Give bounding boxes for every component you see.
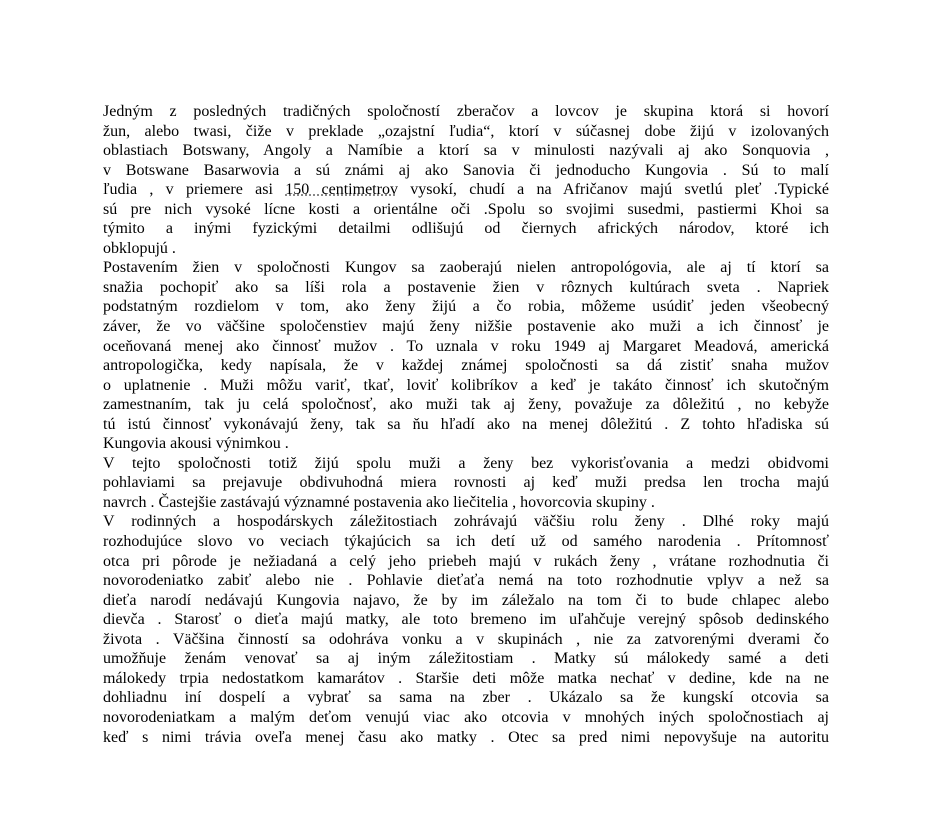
text-segment: ľudia , v priemere asi	[103, 181, 286, 199]
text-line: zamestnaním, tak ju celá spoločnosť, ako muži tak aj ženy, považuje za dôležitú , no kebyže	[103, 396, 829, 414]
text-line: V rodinných a hospodárskych záležitostiach zohrávajú väčšiu rolu ženy . Dlhé roky majú	[103, 513, 829, 531]
text-line: v Botswane Basarwovia a sú známi aj ako Sanovia či jednoducho Kungovia . Sú to malí	[103, 161, 829, 179]
underlined-measurement: 150 centimetrov	[285, 181, 398, 199]
text-line: obklopujú .	[103, 239, 176, 257]
text-line: navrch . Častejšie zastávajú významné postavenia ako liečitelia , hovorcovia skupiny .	[103, 493, 655, 511]
text-line: otca pri pôrode je nežiadaná a celý jeho priebeh majú v rukách ženy , vrátane rozhodnutia či	[103, 552, 829, 570]
text-line: oceňovaná menej ako činnosť mužov . To uznala v roku 1949 aj Margaret Meadová, americká	[103, 337, 829, 355]
text-line: podstatným rozdielom v tom, ako ženy žijú a čo robia, môžeme usúdiť jeden všeobecný	[103, 298, 829, 316]
text-line: tú istú činnosť vykonávajú ženy, tak sa ňu hľadí ako na menej dôležitú . Z tohto hľadiska sú	[103, 415, 829, 433]
text-line: antropologička, kedy napísala, že v každej známej spoločnosti sa dá zistiť snaha mužov	[103, 357, 829, 375]
text-line: novorodeniatkam a malým deťom venujú viac ako otcovia v mnohých iných spoločnostiach aj	[103, 708, 829, 726]
text-line: Jedným z posledných tradičných spoločností zberačov a lovcov je skupina ktorá si hovorí	[103, 103, 829, 120]
text-line: života . Väčšina činností sa odohráva vonku a v skupinách , nie za zatvorenými dverami čo	[103, 630, 829, 648]
text-line: keď s nimi trávia oveľa menej času ako matky . Otec sa pred nimi nepovyšuje na autoritu	[103, 728, 829, 746]
text-line: novorodeniatko zabiť alebo nie . Pohlavie dieťaťa nemá na toto rozhodnutie vplyv a než sa	[103, 572, 829, 590]
text-line: umožňuje ženám venovať sa aj iným záležitostiam . Matky sú málokedy samé a deti	[103, 650, 829, 668]
text-line: V tejto spoločnosti totiž žijú spolu muži a ženy bez vykorisťovania a medzi obidvomi	[103, 454, 829, 472]
text-line: pohlaviami sa prejavuje obdivuhodná miera rovnosti aj keď muži predsa len trocha majú	[103, 474, 829, 492]
text-line: rozhodujúce slovo vo veciach týkajúcich sa ich detí už od samého narodenia . Prítomnosť	[103, 533, 829, 551]
text-line: záver, že vo väčšine spoločenstiev majú ženy nižšie postavenie ako muži a ich činnosť je	[103, 318, 829, 336]
text-line: oblastiach Botswany, Angoly a Namíbie a ktorí sa v minulosti nazývali aj ako Sonquovia ,	[103, 142, 829, 160]
text-line	[103, 180, 829, 200]
text-line: snažia pochopiť ako sa líši rola a postavenie žien v rôznych kultúrach sveta . Napriek	[103, 278, 829, 296]
text-line: dieťa narodí nedávajú Kungovia najavo, že by im záležalo na tom či to bude chlapec alebo	[103, 591, 829, 609]
text-line: málokedy trpia nedostatkom kamarátov . Staršie deti môže matka nechať v dedine, kde na ne	[103, 669, 829, 687]
text-line: sú pre nich vysoké lícne kosti a orientálne oči .Spolu so svojimi susedmi, pastiermi Khoi sa	[103, 200, 829, 218]
text-line: Kungovia akousi výnimkou .	[103, 435, 289, 453]
text-line: týmito a inými fyzickými detailmi odlišujú od čiernych afrických národov, ktoré ich	[103, 220, 829, 238]
document-body-text	[103, 102, 829, 747]
text-line: o uplatnenie . Muži môžu variť, tkať, loviť kolibríkov a keď je takáto činnosť ich skutočným	[103, 376, 829, 394]
text-segment: vysokí, chudí a na Afričanov majú svetlú pleť .Typické	[397, 181, 830, 199]
text-line: Postavením žien v spoločnosti Kungov sa zaoberajú nielen antropológovia, ale aj tí ktorí sa	[103, 259, 829, 277]
text-line: žun, alebo twasi, čiže v preklade „ozajstní ľudia“, ktorí v súčasnej dobe žijú v izolovaných	[103, 122, 829, 140]
text-line: dievča . Starosť o dieťa majú matky, ale toto bremeno im uľahčuje verejný spôsob dedinského	[103, 611, 829, 629]
text-line: dohliadnu iní dospelí a vybrať sa sama na zber . Ukázalo sa že kungskí otcovia sa	[103, 689, 829, 707]
